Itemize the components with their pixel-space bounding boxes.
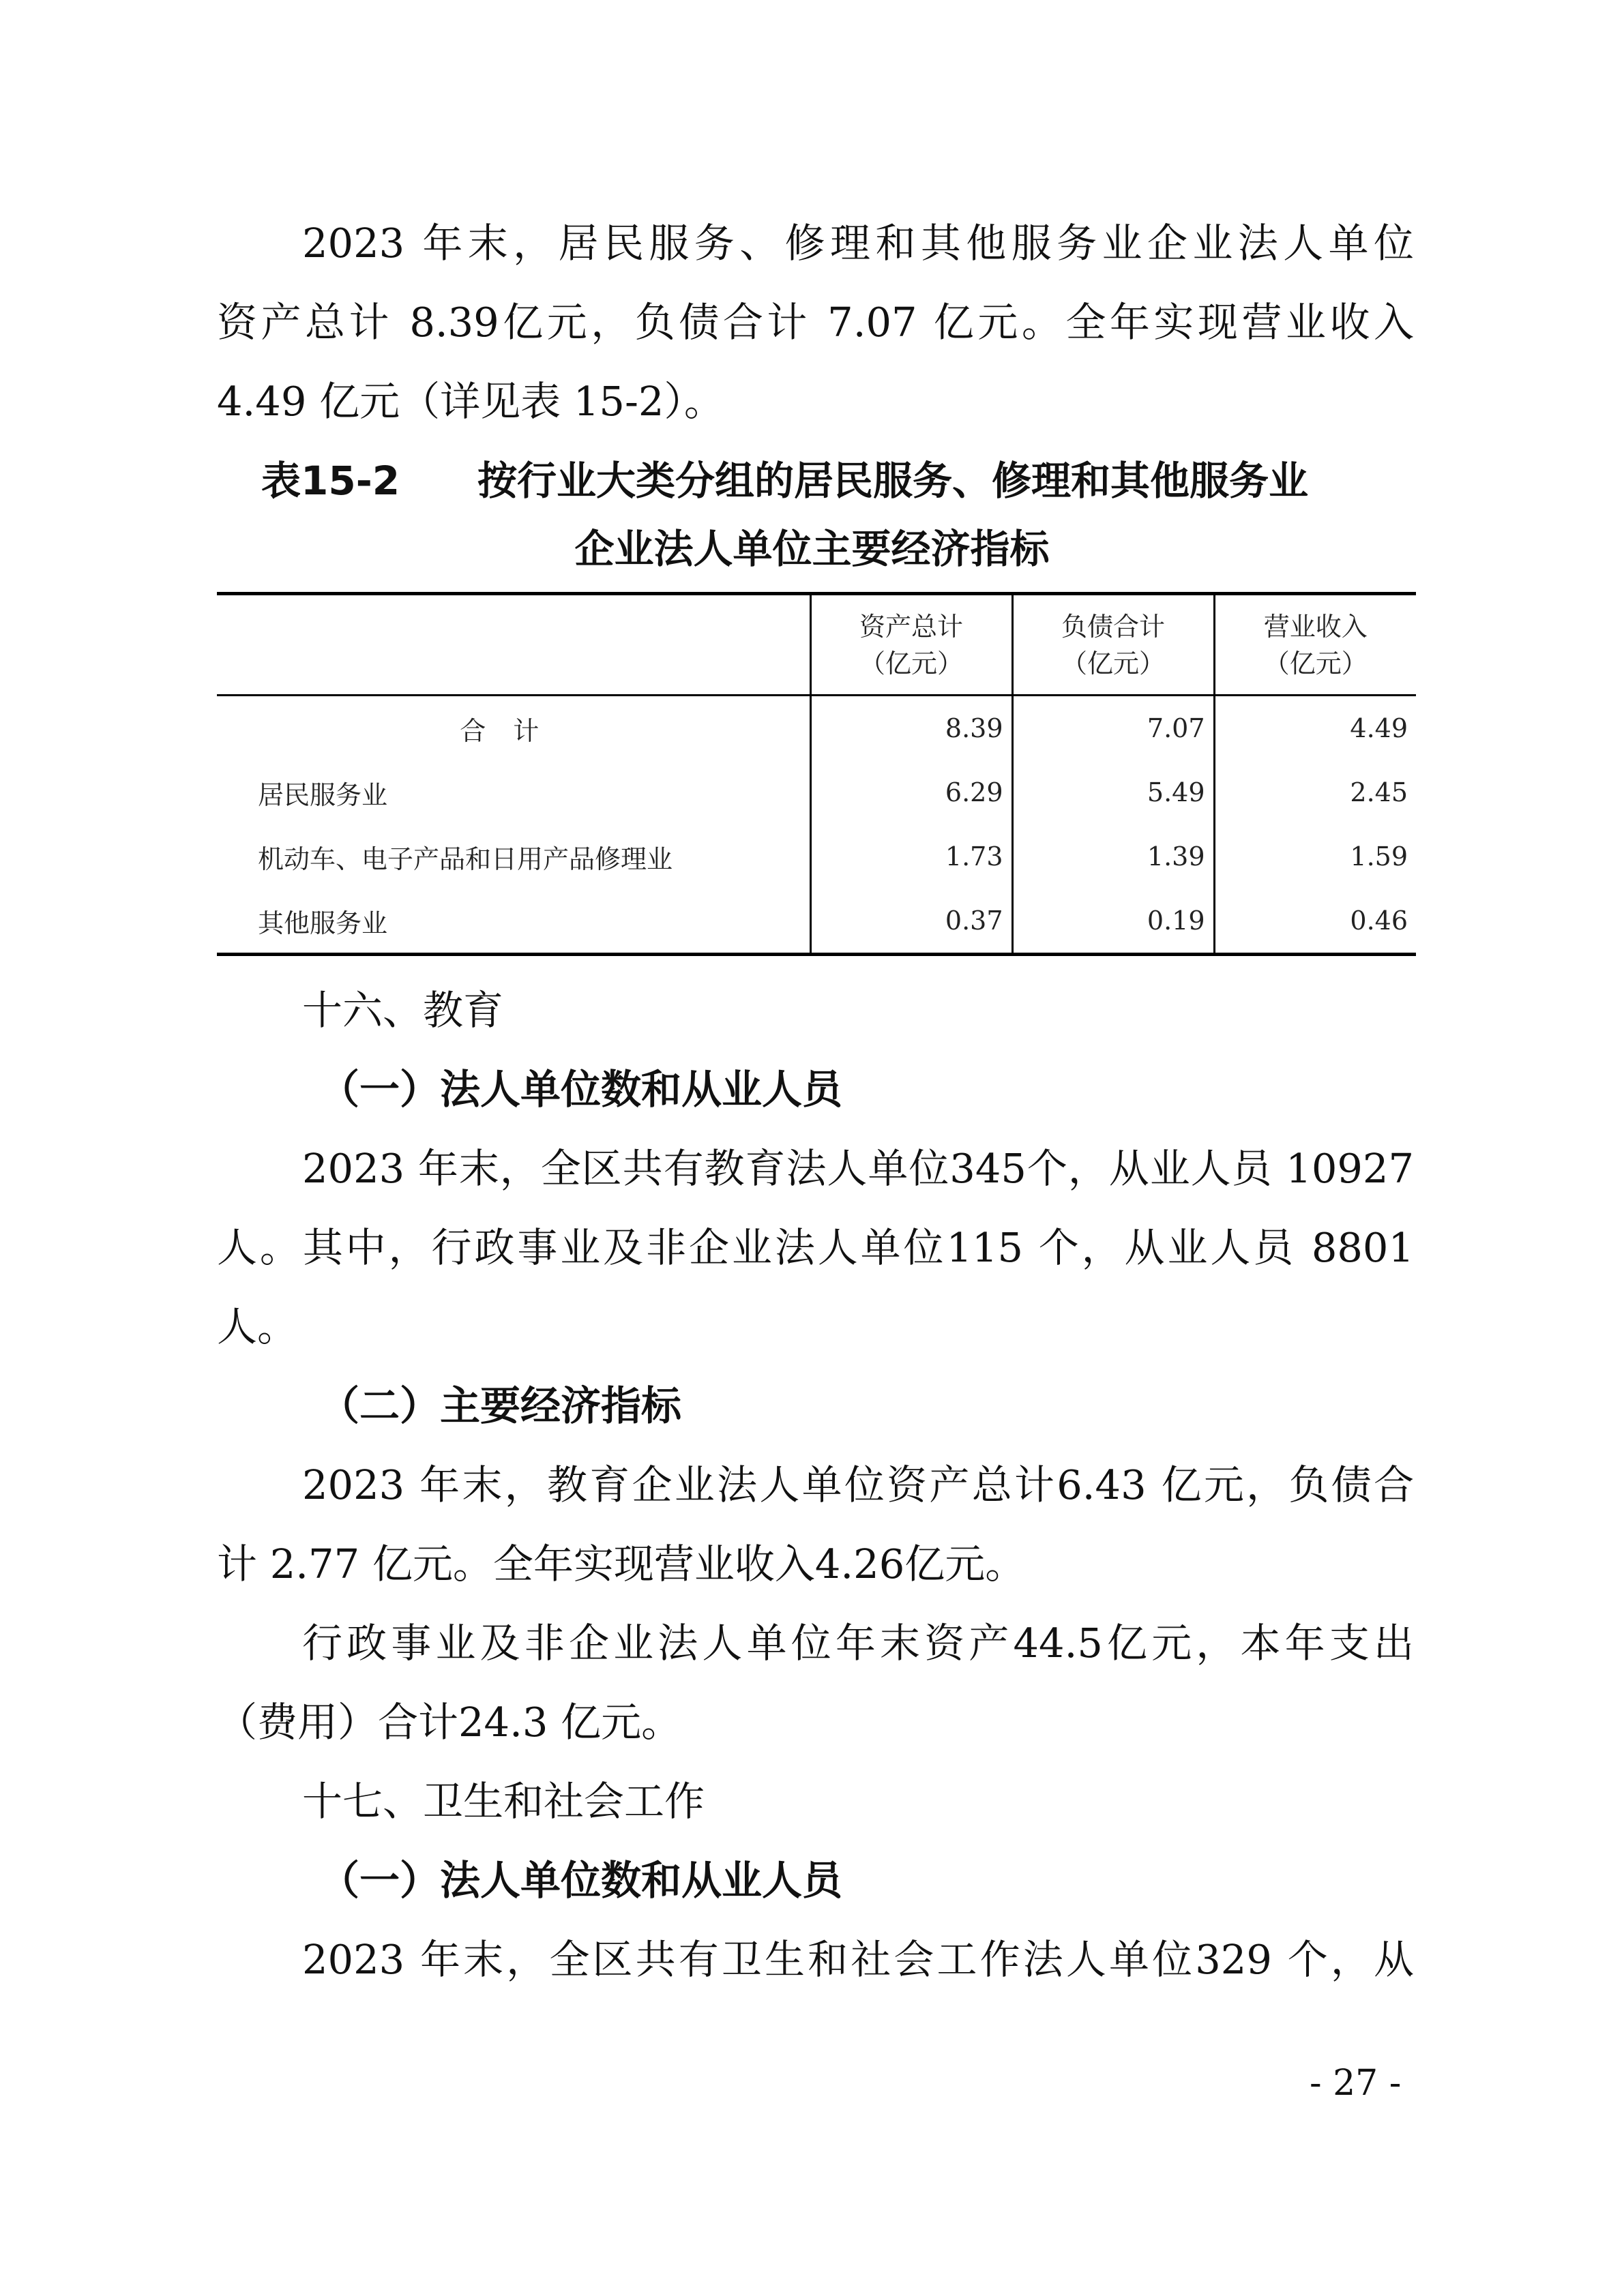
row-label: 合计: [460, 715, 567, 746]
column-name: 资产总计: [859, 611, 963, 642]
column-header-liabilities: [1012, 594, 1214, 696]
paragraph-line: 行政事业及非企业法人单位年末资产44.5亿元，本年支出: [302, 1620, 1414, 1667]
cell-assets: 1.73: [810, 824, 1012, 889]
paragraph-line: 计 2.77 亿元。全年实现营业收入4.26亿元。: [217, 1540, 1026, 1587]
table-header-row: [217, 594, 1416, 696]
column-header-assets: [810, 594, 1012, 696]
cell-liabilities: 0.19: [1012, 889, 1214, 955]
paragraph-line: 2023 年末，教育企业法人单位资产总计6.43 亿元，负债合: [302, 1461, 1414, 1508]
cell-revenue: 4.49: [1214, 696, 1416, 761]
table-caption-number: 表15-2: [261, 458, 400, 504]
cell-revenue: 1.59: [1214, 824, 1416, 889]
section-title: 十七、卫生和社会工作: [302, 1778, 705, 1825]
column-unit: （亿元）: [1061, 648, 1165, 679]
cell-revenue: 0.46: [1214, 889, 1416, 955]
paragraph-line: 2023 年末，全区共有教育法人单位345个，从业人员 10927: [302, 1145, 1414, 1192]
cell-revenue: 2.45: [1214, 760, 1416, 824]
table-row: [217, 889, 1416, 955]
column-name: 营业收入: [1263, 611, 1368, 642]
cell-liabilities: 1.39: [1012, 824, 1214, 889]
cell-assets: 8.39: [810, 696, 1012, 761]
section-title: 十六、教育: [302, 987, 504, 1034]
row-label: 其他服务业: [217, 889, 810, 955]
column-unit: （亿元）: [859, 648, 963, 679]
row-label: 机动车、电子产品和日用产品修理业: [258, 844, 673, 874]
cell-liabilities: 5.49: [1012, 760, 1214, 824]
paragraph-line: 人。: [217, 1303, 298, 1350]
column-header-revenue: [1214, 594, 1416, 696]
table-caption-title-line1: 按行业大类分组的居民服务、修理和其他服务业: [477, 458, 1309, 504]
paragraph-line: 2023 年末，居民服务、修理和其他服务业企业法人单位: [302, 220, 1414, 267]
cell-assets: 0.37: [810, 889, 1012, 955]
column-unit: （亿元）: [1263, 648, 1368, 679]
subsection-title: （一）法人单位数和从业人员: [319, 1066, 843, 1113]
economic-indicators-table: [217, 592, 1416, 956]
table-row-total: [217, 696, 1416, 761]
subsection-title: （一）法人单位数和从业人员: [319, 1857, 843, 1904]
table-caption-title-line2: 企业法人单位主要经济指标: [574, 526, 1050, 572]
table-row: [217, 760, 1416, 824]
subsection-title: （二）主要经济指标: [319, 1382, 682, 1429]
column-name: 负债合计: [1061, 611, 1165, 642]
table-header-blank: [217, 594, 810, 696]
cell-liabilities: 7.07: [1012, 696, 1214, 761]
paragraph-line: 2023 年末，全区共有卫生和社会工作法人单位329 个，从: [302, 1936, 1414, 1983]
table-row: [217, 824, 1416, 889]
paragraph-line: （费用）合计24.3 亿元。: [217, 1699, 682, 1746]
cell-assets: 6.29: [810, 760, 1012, 824]
paragraph-line: 资产总计 8.39亿元，负债合计 7.07 亿元。全年实现营业收入: [217, 299, 1414, 346]
paragraph-line: 4.49 亿元（详见表 15-2）。: [217, 378, 724, 425]
row-label: 居民服务业: [258, 779, 388, 810]
paragraph-line: 人。其中，行政事业及非企业法人单位115 个，从业人员 8801: [217, 1224, 1414, 1271]
page-number: - 27 -: [1310, 2063, 1402, 2104]
